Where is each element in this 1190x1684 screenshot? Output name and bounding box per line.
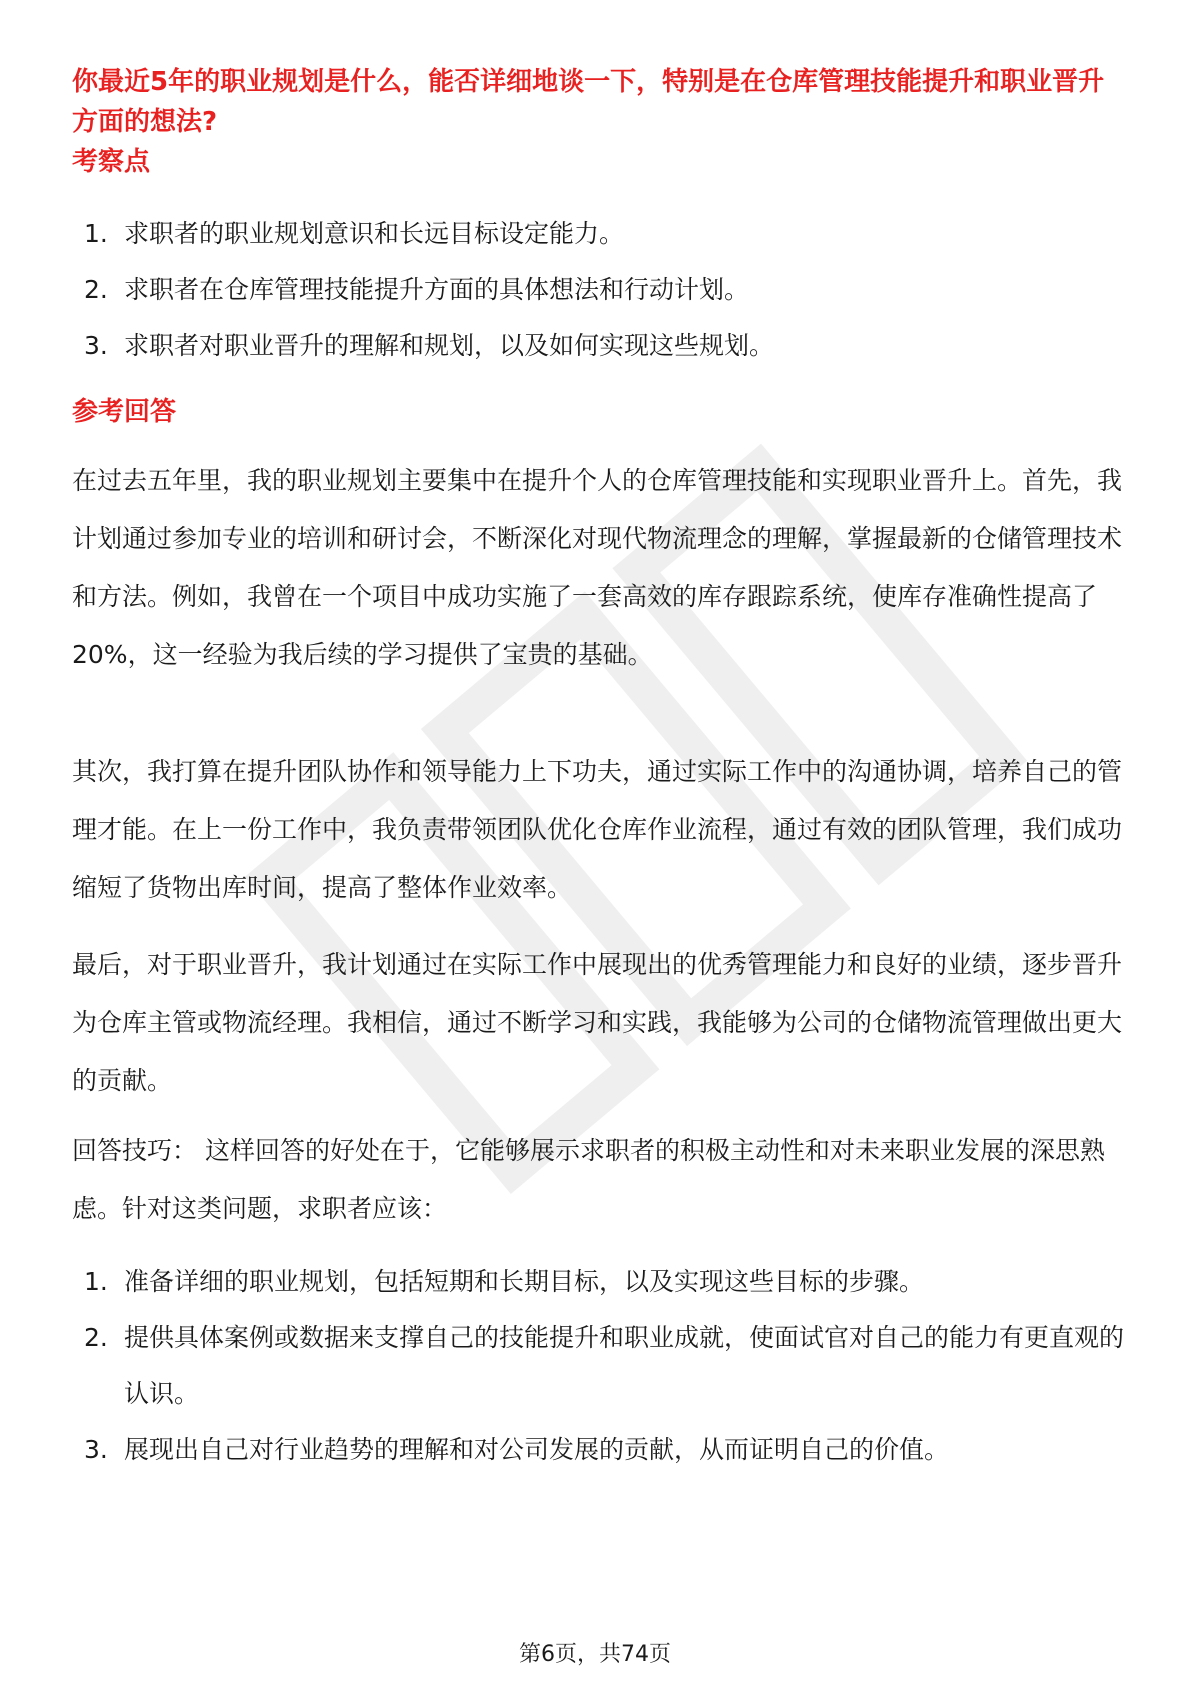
answer-paragraph-2: 其次，我打算在提升团队协作和领导能力上下功夫，通过实际工作中的沟通协调，培养自己的管理才能。在上一份工作中，我负责带领团队优化仓库作业流程，通过有效的团队管理，我们成功缩短了货物出库时间，提高了整体作业效率。 [72, 757, 1123, 902]
list-item [72, 1254, 1132, 1310]
list-number: 3. [84, 331, 108, 360]
list-number: 3. [84, 1435, 108, 1464]
list-item [72, 262, 1132, 318]
answer-tips-intro: 回答技巧： 这样回答的好处在于，它能够展示求职者的积极主动性和对未来职业发展的深思熟虑。针对这类问题，求职者应该： [72, 1136, 1105, 1223]
answer-heading: 参考回答 [72, 397, 177, 427]
answer-paragraph-1: 在过去五年里，我的职业规划主要集中在提升个人的仓库管理技能和实现职业晋升上。首先，我计划通过参加专业的培训和研讨会，不断深化对现代物流理念的理解，掌握最新的仓储管理技术和方法。例如，我曾在一个项目中成功实施了一套高效的库存跟踪系统，使库存准确性提高了20%，这一经验为我后续的学习提供了宝贵的基础。 [72, 466, 1123, 669]
list-text: 求职者的职业规划意识和长远目标设定能力。 [124, 219, 625, 248]
focus-heading: 考察点 [72, 147, 151, 177]
list-number: 2. [84, 275, 108, 304]
answer-paragraph-3: 最后，对于职业晋升，我计划通过在实际工作中展现出的优秀管理能力和良好的业绩，逐步晋升为仓库主管或物流经理。我相信，通过不断学习和实践，我能够为公司的仓储物流管理做出更大的贡献。 [72, 950, 1123, 1095]
focus-list [72, 206, 1132, 374]
list-item [72, 318, 1132, 374]
list-text: 求职者在仓库管理技能提升方面的具体想法和行动计划。 [124, 275, 750, 304]
list-text: 求职者对职业晋升的理解和规划，以及如何实现这些规划。 [124, 331, 775, 360]
list-item [72, 1422, 1132, 1478]
tips-list [72, 1254, 1132, 1478]
list-text: 展现出自己对行业趋势的理解和对公司发展的贡献，从而证明自己的价值。 [124, 1435, 950, 1464]
list-text: 提供具体案例或数据来支撑自己的技能提升和职业成就，使面试官对自己的能力有更直观的认识。 [124, 1323, 1125, 1408]
list-number: 2. [84, 1323, 108, 1352]
question-title: 你最近5年的职业规划是什么，能否详细地谈一下，特别是在仓库管理技能提升和职业晋升方面的想法? [72, 67, 1105, 137]
list-item [72, 206, 1132, 262]
list-number: 1. [84, 1267, 108, 1296]
list-text: 准备详细的职业规划，包括短期和长期目标，以及实现这些目标的步骤。 [124, 1267, 925, 1296]
page-footer: 第6页，共74页 [519, 1642, 671, 1667]
list-item [72, 1310, 1132, 1422]
list-number: 1. [84, 219, 108, 248]
